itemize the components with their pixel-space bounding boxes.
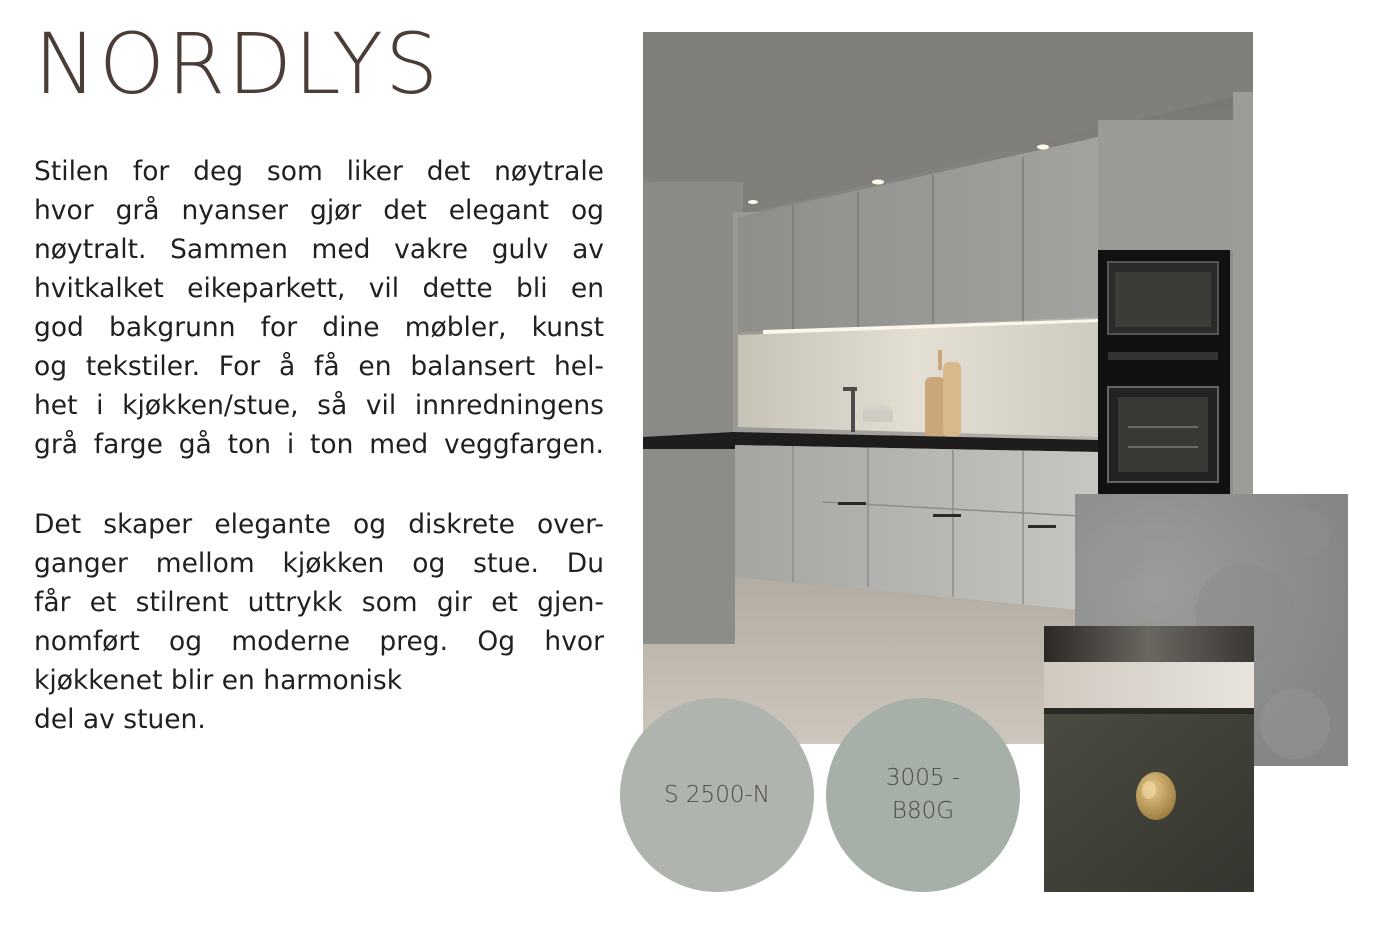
cabinet-front-detail-photo xyxy=(1044,626,1254,892)
text-line: god bakgrunn for dine møbler, kunst xyxy=(34,312,604,343)
text-line: del av stuen. xyxy=(34,704,206,735)
page-title: NORDLYS xyxy=(34,15,441,113)
swatch-label: 3005 - B80G xyxy=(885,765,961,824)
swatch-label: S 2500-N xyxy=(664,781,770,808)
text-line: får et stilrent uttrykk som gir et gjen- xyxy=(34,587,604,618)
text-line: hvor grå nyanser gjør det elegant og xyxy=(34,195,604,226)
intro-paragraph xyxy=(34,152,604,464)
text-line: nomført og moderne preg. Og hvor xyxy=(34,626,604,657)
color-swatch-3005-b80g xyxy=(826,698,1020,892)
text-line: Stilen for deg som liker det nøytrale xyxy=(34,156,604,187)
text-line: hvitkalket eikeparkett, vil dette bli en xyxy=(34,273,604,304)
text-line: nøytralt. Sammen med vakre gulv av xyxy=(34,234,604,265)
color-swatch-s2500n xyxy=(620,698,814,892)
text-line: og tekstiler. For å få en balansert hel- xyxy=(34,351,604,382)
text-line: ganger mellom kjøkken og stue. Du xyxy=(34,548,604,579)
text-line: grå farge gå ton i ton med veggfargen. xyxy=(34,429,604,460)
text-line: het i kjøkken/stue, så vil innredningens xyxy=(34,390,604,421)
second-paragraph xyxy=(34,505,604,739)
text-line: kjøkkenet blir en harmonisk xyxy=(34,665,403,696)
text-line: Det skaper elegante og diskrete over- xyxy=(34,509,604,540)
